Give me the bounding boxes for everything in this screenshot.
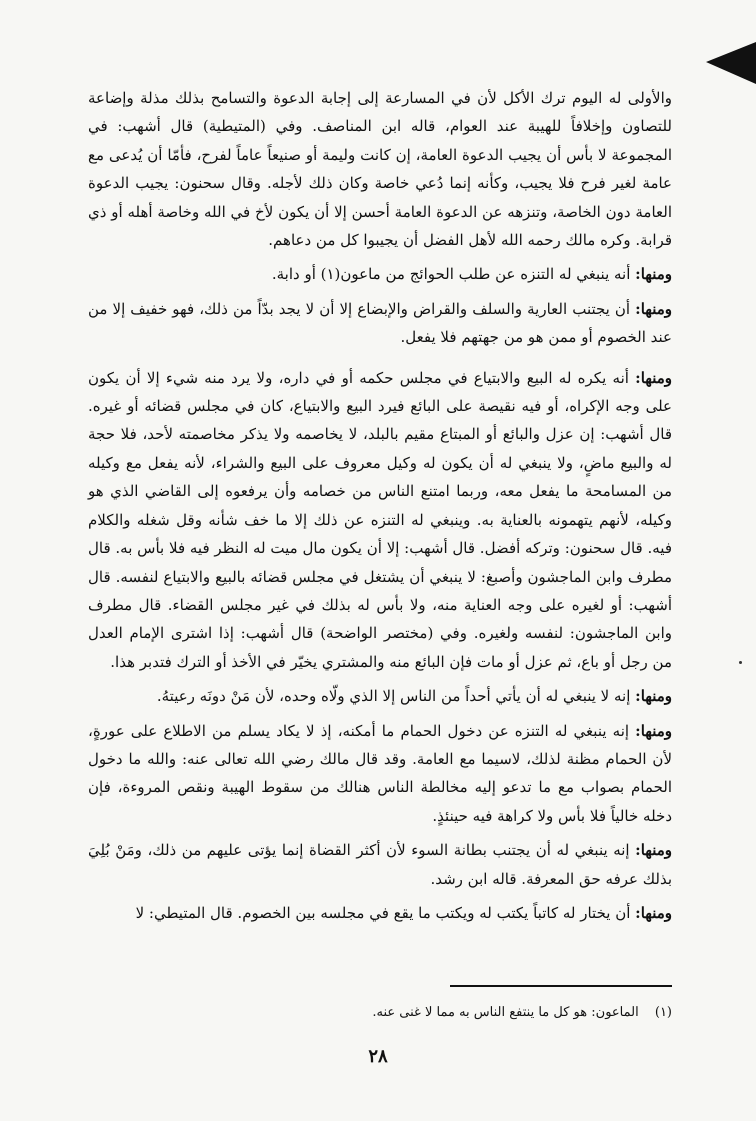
- paragraph-lead: ومنها:: [635, 368, 672, 387]
- paragraph-text: إنه لا ينبغي له أن يأتي أحداً من الناس إلا الذي ولّاه وحده، لأن مَنْ دونَه رعيتهُ.: [156, 687, 636, 706]
- paragraph-text: والأولى له اليوم ترك الأكل لأن في المسارعة إلى إجابة الدعوة والتسامح بذلك مذلة وإضاعة للتصاون وإخلافاً للهيبة عند العوام، قاله ابن المناصف. وفي (المتيطية) قال أشهب: في المجموعة لا بأس أن يجيب الدعوة العامة، إن كانت وليمة أو صنيعاً عاماً لفرح، فأمّا أن يُدعى مع عامة لغير فرح فلا يجيب، وكأنه إنما دُعي خاصة وكان ذلك لأجله. وقال سحنون: يجيب الدعوة العامة دون الخاصة، وتنزهه عن الدعوة العامة أحسن إلا أن يكون لأخ في الله وخاصة أهله أو ذي قرابة. وكره مالك رحمه الله لأهل الفضل أن يجيبوا كل من دعاهم.: [88, 89, 672, 250]
- paragraph-lead: ومنها:: [635, 721, 672, 740]
- paragraph-lead: ومنها:: [635, 299, 672, 318]
- paragraph-text: أنه ينبغي له التنزه عن طلب الحوائج من ماعون(١) أو دابة.: [271, 265, 636, 284]
- paragraph-7: [88, 836, 672, 893]
- footnote: [88, 1003, 672, 1023]
- paragraph-2: [88, 260, 672, 288]
- footnote-divider: [450, 985, 672, 987]
- paragraph-3: [88, 295, 672, 352]
- footnote-text: الماعون: هو كل ما ينتفع الناس به مما لا غنى عنه.: [372, 1005, 639, 1020]
- paragraph-lead: ومنها:: [635, 841, 672, 860]
- paragraph-text: إنه ينبغي له التنزه عن دخول الحمام ما أمكنه، إذ لا يكاد يسلم من الاطلاع على عورةٍ، لأن الحمام مظنة لذلك، لاسيما مع العامة. وقد قال مالك رضي الله تعالى عنه: والله ما دخول الحمام بصواب مع ما تدعو إليه مخالطة الناس هنالك من سقوط الهيبة ونقص المروءة، فإن دخله خالياً فلا بأس ولا كراهة فيه حينئذٍ.: [88, 721, 672, 825]
- corner-tab-mark: [706, 42, 756, 84]
- paragraph-4: [88, 364, 672, 676]
- paragraph-1: [88, 84, 672, 254]
- footnote-mark: (١): [654, 1005, 672, 1020]
- paragraph-text: أنه يكره له البيع والابتياع في مجلس حكمه أو في داره، ولا يرد منه شيء إلا أن يكون على وجه الإكراه، أو فيه نقيصة على البائع فيرد البيع والابتياع، كان في مجلس قضائه أو غيره. قال أشهب: إن عزل والبائع أو المبتاع مقيم بالبلد، لا يخاصمه ولا يذكر مخاصمته لأحد، فلا حجة له والبيع ماضٍ، ولا ينبغي له أن يكون له وكيل معروف على البيع والشراء، لأنه يفعل مع وكيله من المسامحة ما يفعل معه، وربما امتنع الناس من خصامه وأن يرفعوه إلى القاضي الذي هو وكيله، لأنهم يتهمونه بالعناية به. وينبغي له التنزه عن ذلك إلا ما خف شأنه وقل شغله والكلام فيه. قال سحنون: وتركه أفضل. قال أشهب: إلا أن يكون مال ميت له النظر فيه فلا بأس به. قال مطرف وابن الماجشون وأصبغ: لا ينبغي أن يشتغل في مجلس قضائه بالبيع والابتياع لنفسه. قال أشهب: أو لغيره على وجه العناية منه، ولا بأس له بذلك في غير مجلس القضاء. قال مطرف وابن الماجشون: لنفسه ولغيره. وفي (مختصر الواضحة) قال أشهب: إذا اشترى الإمام العدل من رجل أو باع، ثم عزل أو مات فإن البائع منه والمشتري يخيّر في الأخذ أو الترك فتدبر هذا.: [88, 368, 672, 671]
- paragraph-text: أن يختار له كاتباً يكتب له ويكتب ما يقع في مجلسه بين الخصوم. قال المتيطي: لا: [135, 903, 636, 922]
- page-number: ٢٨: [368, 1046, 388, 1067]
- paragraph-text: أن يجتنب العارية والسلف والقراض والإبضاع إلا أن لا يجد بدّاً من ذلك، فهو خفيف إلا من عند الخصوم أو ممن هو من جهتهم فلا يفعل.: [88, 299, 672, 347]
- page-body: [88, 84, 672, 933]
- paragraph-text: إنه ينبغي له أن يجتنب بطانة السوء لأن أكثر القضاة إنما يؤتى عليهم من ذلك، ومَنْ بُلِيَ بذلك عرفه حق المعرفة. قاله ابن رشد.: [88, 841, 672, 888]
- paragraph-6: [88, 717, 672, 831]
- paragraph-8: [88, 899, 672, 927]
- scan-speck: [739, 661, 742, 664]
- paragraph-5: [88, 682, 672, 710]
- paragraph-lead: ومنها:: [635, 903, 672, 922]
- paragraph-lead: ومنها:: [635, 687, 672, 706]
- paragraph-lead: ومنها:: [635, 265, 672, 284]
